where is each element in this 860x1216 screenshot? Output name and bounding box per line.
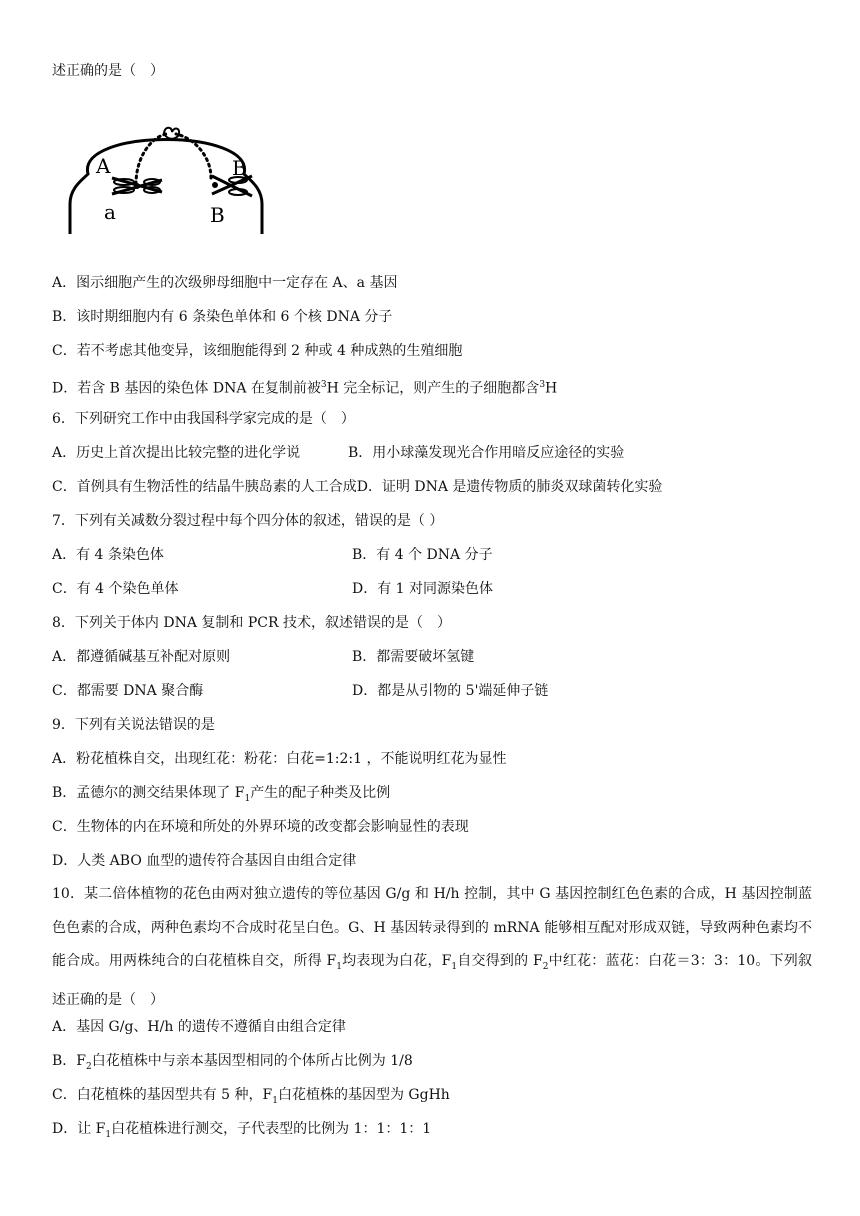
q9-option-a: A．粉花植株自交，出现红花：粉花：白花=1:2:1 ，不能说明红花为显性 [52, 751, 507, 767]
q5-option-b: B．该时期细胞内有 6 条染色单体和 6 个核 DNA 分子 [52, 309, 393, 325]
q6-option-c: C．首例具有生物活性的结晶牛胰岛素的人工合成 [52, 479, 357, 495]
q5-option-a: A．图示细胞产生的次级卵母细胞中一定存在 A、a 基因 [52, 275, 398, 291]
q10-option-d: D．让 $F_1$白花植株进行测交，子代表型的比例为 1：1：1：1 [52, 1121, 432, 1140]
q6-row-cd [52, 478, 662, 496]
q6-option-b: B．用小球藻发现光合作用暗反应途径的实验 [348, 445, 625, 461]
q9-option-d: D．人类 ABO 血型的遗传符合基因自由组合定律 [52, 853, 357, 869]
q5-option-c: C．若不考虑其他变异，该细胞能得到 2 种或 4 种成熟的生殖细胞 [52, 343, 463, 359]
q10-stem: 10．某二倍体植物的花色由两对独立遗传的等位基因 G/g 和 H/h 控制，其中 G 基因控制红色色素的合成，H 基因控制蓝色色素的合成，两种色素均不合成时花呈白色。G、H 基因转录得到的 mRNA 能够相互配对形成双链，导致两种色素均不能合成。用两株纯合的白花植株自交，所得 $F_1$均表现为白花，$F_1$自交得到的 $F_2$中红花：蓝花：白花＝3：3：10。下列叙述正确的是（ ） [52, 886, 812, 1009]
q6-stem: 6．下列研究工作中由我国科学家完成的是（ ） [52, 411, 355, 427]
gene-label-B-bottom: B [210, 203, 225, 227]
q8-option-a: A．都遵循碱基互补配对原则 [52, 649, 231, 665]
q5-stem: 述正确的是（ ） [52, 63, 164, 79]
cell-division-figure [66, 118, 266, 238]
q9-stem: 9．下列有关说法错误的是 [52, 717, 215, 733]
q10-option-a: A．基因 G/g、H/h 的遗传不遵循自由组合定律 [52, 1019, 346, 1035]
q8-stem: 8．下列关于体内 DNA 复制和 PCR 技术，叙述错误的是（ ） [52, 615, 451, 631]
gene-label-a: a [104, 200, 116, 224]
q7-option-a: A．有 4 条染色体 [52, 547, 164, 563]
q6-option-d: D．证明 DNA 是遗传物质的肺炎双球菌转化实验 [356, 479, 663, 495]
q8-option-b: B．都需要破坏氢键 [352, 649, 475, 665]
q8-option-d: D．都是从引物的 5'端延伸子链 [352, 683, 549, 699]
gene-label-A: A [96, 154, 111, 178]
q9-option-b: B．孟德尔的测交结果体现了 $F_1$产生的配子种类及比例 [52, 785, 391, 804]
q7-option-b: B．有 4 个 DNA 分子 [352, 547, 493, 563]
q5-option-d: D．若含 B 基因的染色体 DNA 在复制前被$^3$H 完全标记，则产生的子细胞都含$^3$H [52, 380, 558, 397]
q9-option-c: C．生物体的内在环境和所处的外界环境的改变都会影响显性的表现 [52, 819, 469, 835]
q7-option-c: C．有 4 个染色单体 [52, 581, 179, 597]
q10-option-c: C．白花植株的基因型共有 5 种，$F_1$白花植株的基因型为 GgHh [52, 1087, 450, 1106]
q7-stem: 7．下列有关减数分裂过程中每个四分体的叙述，错误的是（ ） [52, 513, 444, 529]
gene-label-B-top: B [232, 156, 247, 180]
q6-option-a: A．历史上首次提出比较完整的进化学说 [52, 445, 301, 461]
q7-option-d: D．有 1 对同源染色体 [352, 581, 494, 597]
chromosome-left [112, 178, 162, 194]
q10-option-b: B．$F_2$白花植株中与亲本基因型相同的个体所占比例为 1/8 [52, 1053, 413, 1072]
q8-option-c: C．都需要 DNA 聚合酶 [52, 683, 204, 699]
